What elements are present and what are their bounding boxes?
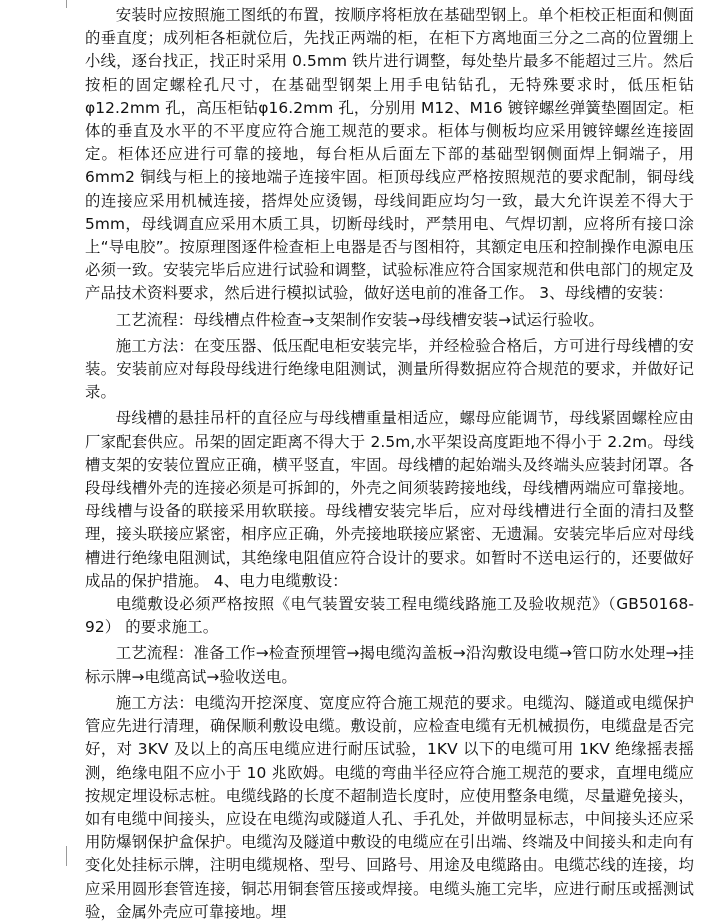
- paragraph-busway-process: 工艺流程：母线槽点件检查→支架制作安装→母线槽安装→试运行验收。: [115, 310, 605, 329]
- paragraph-cable-method: 施工方法：电缆沟开挖深度、宽度应符合施工规范的要求。电缆沟、隧道或电缆保护管应先进行清理，确保顺利敷设电缆。敷设前，应检查电缆有无机械损伤，电缆盘是否完好，对 3KV 及以上的高压电缆应进行耐压试验，1KV 以下的电缆可用 1KV 绝缘摇表摇测，绝缘电阻不应小于 10 兆欧姆。电缆的弯曲半径应符合施工规范的要求，直埋电缆应按规定埋设标志桩。电缆线路的长度不超制造长度时，应使用整条电缆，尽量避免接头，如有电缆中间接头，应设在电缆沟或隧道人孔、手孔处，并做明显标志，中间接头还应采用防爆钢保护盒保护。电缆沟及隧道中敷设的电缆应在引出端、终端及中间接头和走向有变化处挂标示牌，注明电缆规格、型号、回路号、用途及电缆路由。电缆芯线的连接，均应采用圆形套管连接，铜芯用铜套管压接或焊接。电缆头施工完毕，应进行耐压或摇测试验，金属外壳应可靠接地。埋: [85, 693, 694, 921]
- paragraph-cable-process: 工艺流程：准备工作→检查预埋管→揭电缆沟盖板→沿沟敷设电缆→管口防水处理→挂标示牌→电缆高试→验收送电。: [85, 644, 694, 686]
- paragraph-busway-details: 母线槽的悬挂吊杆的直径应与母线槽重量相适应，螺母应能调节，母线紧固螺栓应由厂家配套供应。吊架的固定距离不得大于 2.5m,水平架设高度距地不得小于 2.2m。母线槽支架的安装位置应正确，横平竖直，牢固。母线槽的起始端头及终端头应装封闭罩。各段母线槽外壳的连接必须是可拆卸的，外壳之间须装跨接地线，母线槽两端应可靠接地。母线槽与设备的联接采用软联接。母线槽安装完毕后，应对母线槽进行全面的清扫及整理，接头联接应紧密，相序应正确，外壳接地联接应紧密、无遗漏。安装完毕后应对母线槽进行绝缘电阻测试，其绝缘电阻值应符合设计的要求。如暂时不送电运行的，还要做好成品的保护措施。 4、电力电缆敷设：: [85, 409, 694, 590]
- paragraph-busway-method: 施工方法：在变压器、低压配电柜安装完毕，并经检验合格后，方可进行母线槽的安装。安装前应对每段母线进行绝缘电阻测试，测量所得数据应符合规范的要求，并做好记录。: [85, 336, 694, 402]
- margin-guide-mark: [66, 846, 67, 866]
- paragraph-switchgear-installation: 安装时应按照施工图纸的布置，按顺序将柜放在基础型钢上。单个柜校正柜面和侧面的垂直度；成列柜各柜就位后，先找正两端的柜，在柜下方离地面三分之二高的位置绷上小线，逐台找正，找正时采用 0.5mm 铁片进行调整，每处垫片最多不能超过三片。然后按柜的固定螺栓孔尺寸，在基础型钢架上用手电钻钻孔，无特殊要求时，低压柜钻φ12.2mm 孔，高压柜钻φ16.2mm 孔，分别用 M12、M16 镀锌螺丝弹簧垫圈固定。柜体的垂直及水平的不平度应符合施工规范的要求。柜体与侧板均应采用镀锌螺丝连接固定。柜体还应进行可靠的接地，每台柜从后面左下部的基础型钢侧面焊上铜端子，用 6mm2 铜线与柜上的接地端子连接牢固。柜顶母线应严格按照规范的要求配制，铜母线的连接应采用机械连接，搭焊处应烫锡，母线间距应均匀一致，最大允许误差不得大于 5mm，母线调直应采用木质工具，切断母线时，严禁用电、气焊切割，应将所有接口涂上“导电胶”。按原理图逐件检查柜上电器是否与图相符，其额定电压和控制操作电源电压必须一致。安装完毕后应进行试验和调整，试验标准应符合国家规范和供电部门的规定及产品技术资料要求，然后进行模拟试验，做好送电前的准备工作。 3、母线槽的安装：: [85, 6, 694, 303]
- margin-guide-mark: [66, 0, 67, 8]
- paragraph-cable-standard: 电缆敷设必须严格按照《电气装置安装工程电缆线路施工及验收规范》（GB50168-92） 的要求施工。: [85, 595, 694, 637]
